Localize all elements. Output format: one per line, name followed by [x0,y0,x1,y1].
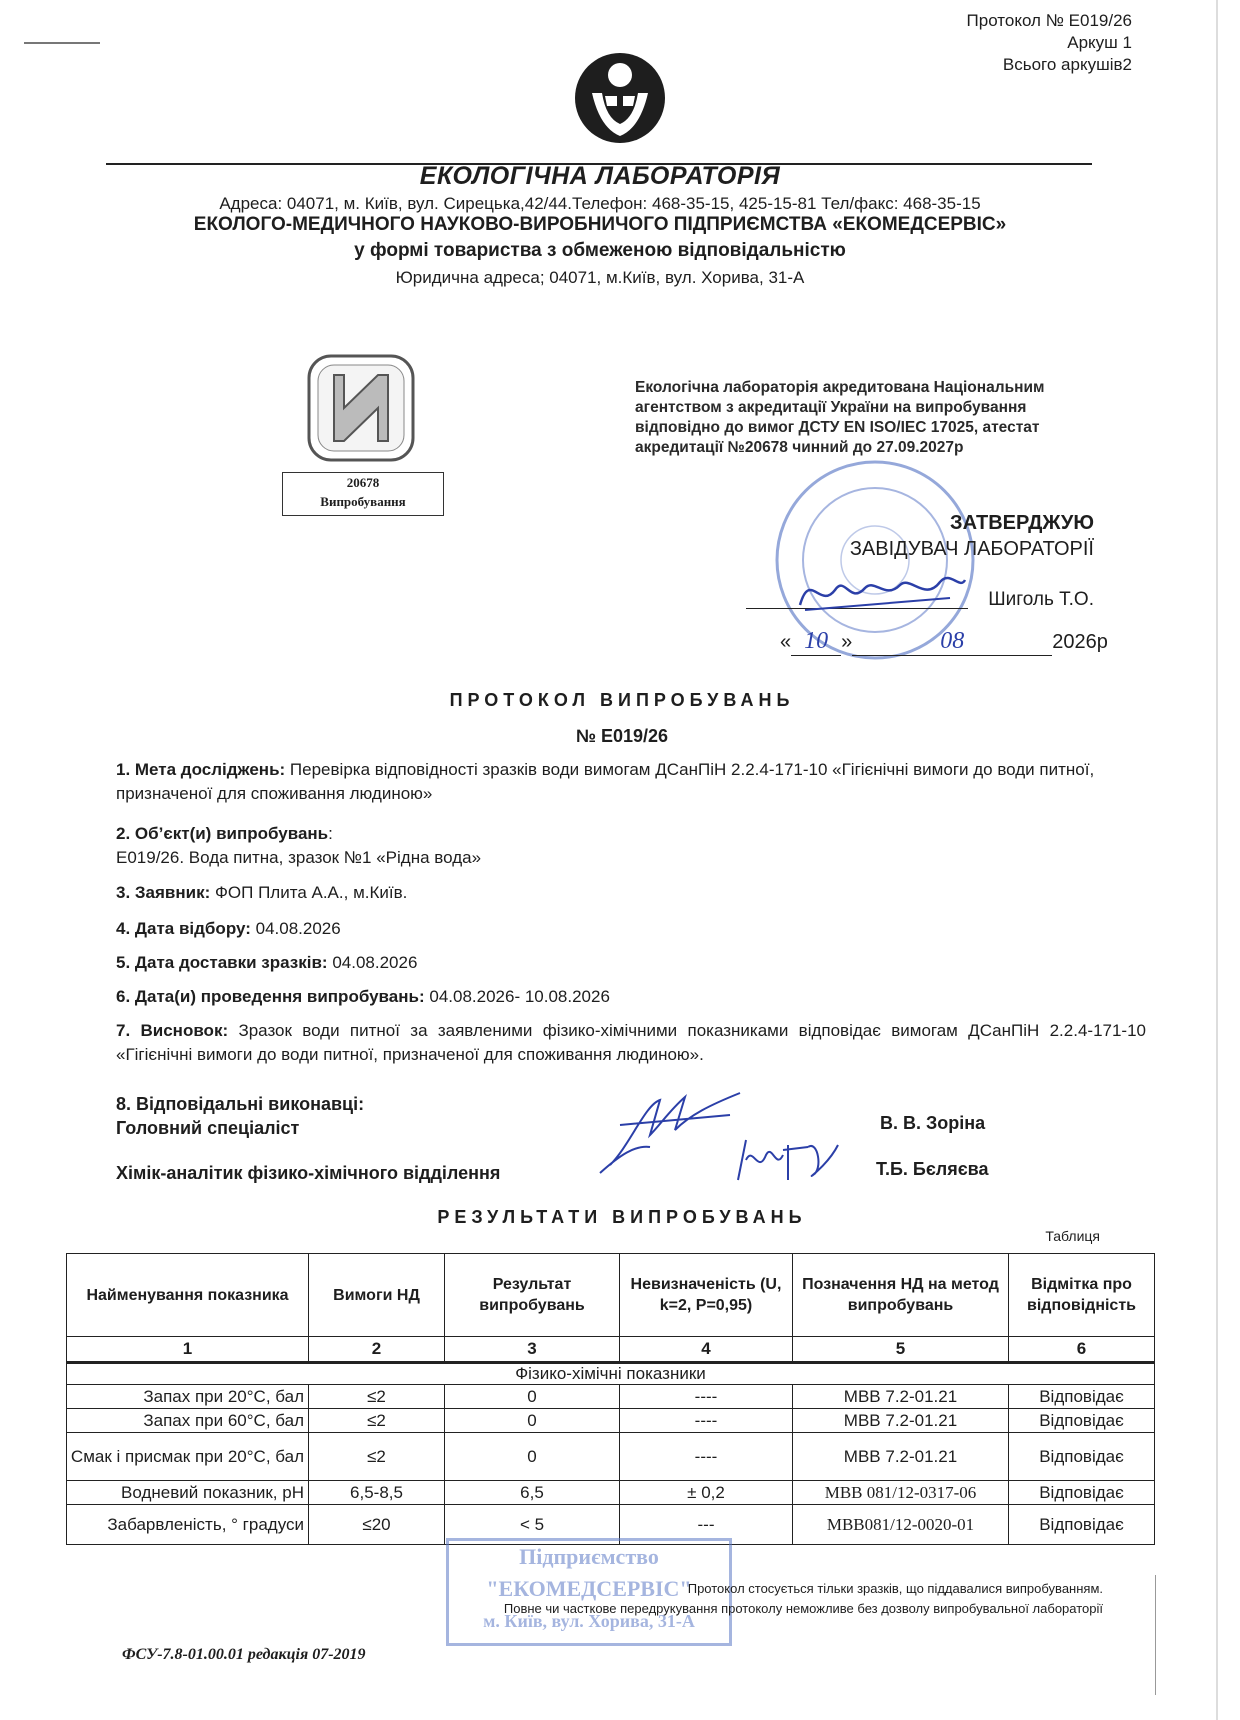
sampling-text: 04.08.2026 [255,919,341,938]
accreditation-line: Екологічна лабораторія акредитована Національним [635,379,1045,396]
accreditation-line: акредитації №20678 чинний до 27.09.2027р [635,439,964,456]
item-conclusion [116,1019,1146,1067]
cell-unc: ---- [620,1409,793,1433]
cell-req: ≤20 [309,1505,445,1545]
header-cell: Відмітка про відповідність [1009,1254,1155,1337]
header-cell: Найменування показника [67,1254,309,1337]
column-number: 6 [1009,1337,1155,1363]
testing-text: 04.08.2026- 10.08.2026 [429,987,610,1006]
table-caption: Таблиця [1045,1228,1100,1244]
cell-unc: --- [620,1505,793,1545]
delivery-text: 04.08.2026 [332,953,418,972]
total-sheets: Всього аркушів2 [1002,55,1132,74]
cell-mark: Відповідає [1009,1385,1155,1409]
chemist-name: Т.Б. Бєляєва [876,1159,989,1179]
applicant-text: ФОП Плита А.А., м.Київ. [215,883,408,902]
cell-method: МВВ 081/12-0317-06 [793,1481,1009,1505]
conclusion-label: 7. Висновок: [116,1021,229,1040]
scan-mark [24,42,100,44]
cell-method: МВВ081/12-0020-01 [793,1505,1009,1545]
cell-unc: ± 0,2 [620,1481,793,1505]
responsible-label: 8. Відповідальні виконавці: [116,1094,365,1114]
form-code: ФСУ-7.8-01.00.01 редакція 07-2019 [122,1646,366,1663]
cell-method: МВВ 7.2-01.21 [793,1409,1009,1433]
cell-result: 0 [445,1385,620,1409]
item-delivery-date [116,951,1146,975]
item-object: 2. Об’єкт(и) випробувань: Е019/26. Вода питна, зразок №1 «Рідна вода» [116,822,1146,870]
approver-name: Шиголь Т.О. [988,589,1094,610]
cell-mark: Відповідає [1009,1409,1155,1433]
table-row [67,1409,1155,1433]
cell-name: Водневий показник, pH [67,1481,309,1505]
cell-req: 6,5-8,5 [309,1481,445,1505]
accreditation-box [282,472,444,516]
approval-month: 08 [852,628,1052,656]
column-number: 3 [445,1337,620,1363]
sheet-number: Аркуш 1 [1067,33,1132,52]
chemist-role: Хімік-аналітик фізико-хімічного відділення [116,1163,501,1183]
cell-name: Запах при 20°С, бал [67,1385,309,1409]
purpose-text: Перевірка відповідності зразків води вимогам ДСанПіН 2.2.4-171-10 «Гігієнічні вимоги до води питної, призначеної для споживання людиною» [116,760,1095,803]
enterprise-name: ЕКОЛОГО-МЕДИЧНОГО НАУКОВО-ВИРОБНИЧОГО ПІДПРИЄМСТВА «ЕКОМЕДСЕРВІС» [193,214,1007,235]
sampling-label: 4. Дата відбору: [116,919,251,938]
table-row [67,1481,1155,1505]
cell-method: МВВ 7.2-01.21 [793,1385,1009,1409]
protocol-ref: Протокол № Е019/26 [966,11,1132,30]
group-row [67,1363,1155,1385]
header-cell: Позначення НД на метод випробувань [793,1254,1009,1337]
delivery-label: 5. Дата доставки зразків: [116,953,328,972]
cell-method: МВВ 7.2-01.21 [793,1433,1009,1481]
object-text: Е019/26. Вода питна, зразок №1 «Рідна вода» [116,848,482,867]
approve-label: ЗАТВЕРДЖУЮ [950,512,1094,534]
column-number: 5 [793,1337,1009,1363]
object-label: 2. Об’єкт(и) випробувань [116,824,329,843]
protocol-title: ПРОТОКОЛ ВИПРОБУВАНЬ [449,690,795,710]
lab-logo-icon [570,48,670,148]
cell-name: Смак і присмак при 20°С, бал [67,1433,309,1481]
approval-day: 10 [791,628,841,656]
approval-date: « 10 » 08 2026р [780,628,1108,654]
accreditation-mark-icon [306,353,416,463]
stamp-line: "ЕКОМЕДСЕРВІС" [486,1576,692,1601]
cell-mark: Відповідає [1009,1505,1155,1545]
header-cell: Вимоги НД [309,1254,445,1337]
conclusion-text: Зразок води питної за заявленими фізико-хімічними показниками відповідає вимогам ДСанПіН 2.2.4-171-10 «Гігієнічні вимоги до води питної, призначеної для споживання людиною». [116,1021,1147,1064]
footer-note-1: Протокол стосується тільки зразків, що піддавалися випробуванням. [687,1581,1103,1596]
accreditation-type: Випробування [320,494,406,509]
chief-name: В. В. Зоріна [880,1113,986,1133]
testing-label: 6. Дата(и) проведення випробувань: [116,987,425,1006]
header-cell: Невизначеність (U, k=2, P=0,95) [620,1254,793,1337]
cell-req: ≤2 [309,1409,445,1433]
scan-mark [1155,1575,1156,1695]
table-row [67,1385,1155,1409]
table-header-row [67,1254,1155,1337]
cell-req: ≤2 [309,1385,445,1409]
column-numbers-row [67,1337,1155,1363]
approver-signature [790,560,970,620]
header-sheet-info [832,10,1132,76]
cell-result: 6,5 [445,1481,620,1505]
accreditation-line: відповідно до вимог ДСТУ EN ISO/IEC 17025, атестат [635,419,1040,436]
item-testing-date [116,985,1146,1009]
chemist-signature [728,1125,848,1195]
column-number: 2 [309,1337,445,1363]
cell-name: Забарвленість, ° градуси [67,1505,309,1545]
results-table [66,1253,1155,1545]
cell-result: 0 [445,1409,620,1433]
chief-role: Головний спеціаліст [116,1118,300,1138]
item-applicant [116,881,1146,905]
cell-req: ≤2 [309,1433,445,1481]
cell-unc: ---- [620,1385,793,1409]
accreditation-number: 20678 [346,475,380,490]
cell-mark: Відповідає [1009,1481,1155,1505]
purpose-label: 1. Мета досліджень: [116,760,286,779]
approval-year: 2026р [1052,631,1108,653]
lab-name: ЕКОЛОГІЧНА ЛАБОРАТОРІЯ [419,162,781,190]
table-row [67,1433,1155,1481]
legal-form: у формі товариства з обмеженою відповідальністю [354,240,846,261]
applicant-label: 3. Заявник: [116,883,211,902]
protocol-number: № Е019/26 [575,726,669,746]
footer-note-2: Повне чи часткове передрукування протоколу неможливе без дозволу випробувальної лабораторії [503,1601,1103,1616]
approver-position: ЗАВІДУВАЧ ЛАБОРАТОРІЇ [849,538,1094,560]
lab-address: Адреса: 04071, м. Київ, вул. Сирецька,42/44.Телефон: 468-35-15, 425-15-81 Тел/факс: 468-35-15 [219,194,981,213]
item-purpose [116,758,1146,806]
cell-unc: ---- [620,1433,793,1481]
stamp-line: Підприємство [519,1544,659,1569]
cell-mark: Відповідає [1009,1433,1155,1481]
column-number: 1 [67,1337,309,1363]
accreditation-line: агентством з акредитації України на випробування [635,399,1027,416]
cell-name: Запах при 60°С, бал [67,1409,309,1433]
legal-address: Юридична адреса; 04071, м.Київ, вул. Хорива, 31-А [395,268,805,287]
item-sampling-date [116,917,1146,941]
results-title: РЕЗУЛЬТАТИ ВИПРОБУВАНЬ [437,1207,807,1227]
column-number: 4 [620,1337,793,1363]
cell-result: 0 [445,1433,620,1481]
cell-result: < 5 [445,1505,620,1545]
group-label: Фізико-хімічні показники [67,1363,1155,1385]
stamp-line: м. Київ, вул. Хорива, 31-А [483,1611,695,1631]
header-cell: Результат випробувань [445,1254,620,1337]
scan-edge [1216,0,1218,1720]
accreditation-text [635,378,1125,458]
